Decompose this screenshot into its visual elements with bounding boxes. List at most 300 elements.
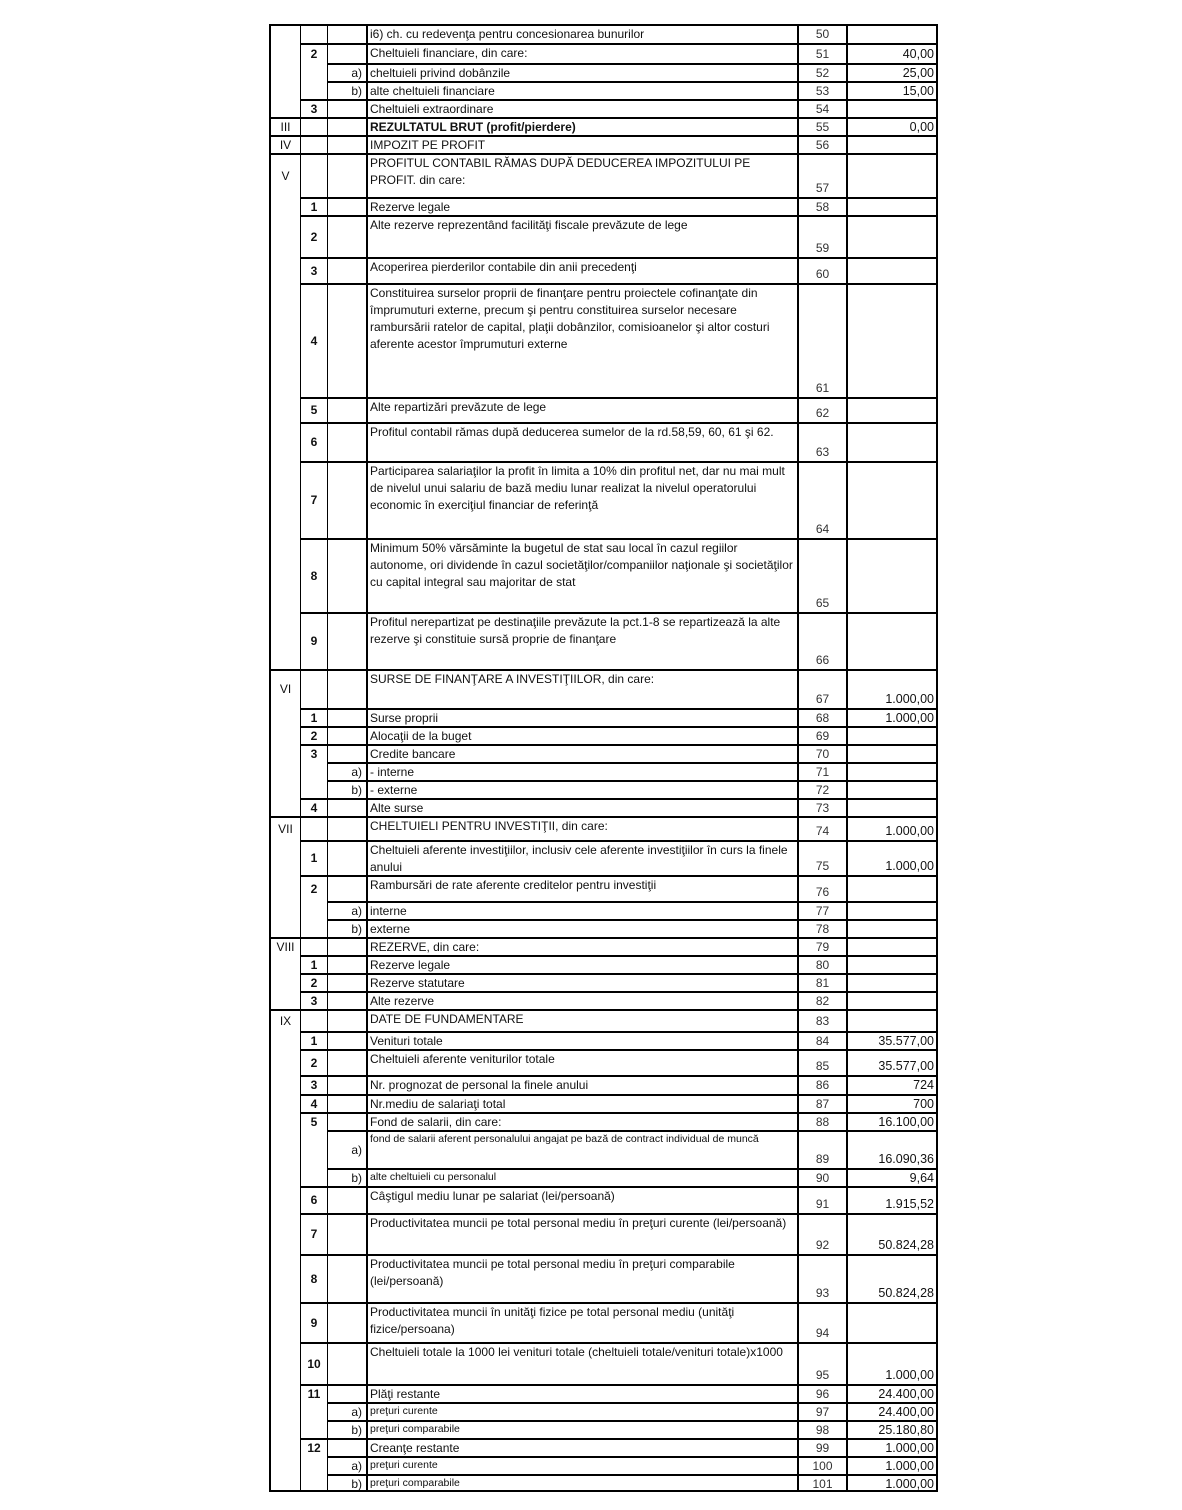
row-number-cell [797,1009,846,1031]
item-number-cell [300,43,327,63]
row-number-cell [797,1112,846,1130]
item-number-cell [300,669,327,708]
sub-letter-cell [327,153,366,197]
value-cell [846,1130,938,1168]
row-number-cell [797,1384,846,1402]
roman-numeral-cell [269,283,300,397]
value-cell [846,63,938,81]
item-number-cell [300,762,327,780]
row-number-cell [797,24,846,43]
row-number-cell-text: 84 [815,1033,830,1048]
roman-numeral-cell [269,919,300,937]
description-cell [366,422,797,461]
item-number-cell [300,283,327,397]
roman-numeral-cell [269,24,300,43]
roman-numeral-cell-text: V [281,168,290,183]
item-number-cell-text: 7 [310,493,318,507]
description-cell [366,875,797,901]
description-cell-text: Alte rezerve [370,994,435,1008]
sub-letter-cell [327,1112,366,1130]
row-number-cell-text: 89 [815,1152,830,1166]
roman-numeral-cell [269,1009,300,1031]
row-number-cell [797,1075,846,1094]
row-number-cell [797,875,846,901]
item-number-cell-text: 3 [310,101,318,116]
value-cell-text: 9,64 [909,1170,934,1185]
roman-numeral-cell [269,901,300,919]
sub-letter-cell [327,1420,366,1438]
item-number-cell-text: 12 [307,1440,321,1455]
item-number-cell [300,99,327,117]
description-cell-text: preţuri comparabile [370,1477,460,1489]
item-number-cell-text: 9 [310,1315,318,1330]
row-number-cell-text: 50 [815,27,830,41]
table-row [269,197,938,215]
value-cell-text: 724 [913,1078,934,1092]
description-cell [366,257,797,283]
item-number-cell [300,1009,327,1031]
value-cell [846,1213,938,1254]
value-cell-text: 1.000,00 [885,859,934,873]
description-cell [366,135,797,153]
item-number-cell [300,612,327,669]
sub-letter-cell-text: a) [351,764,362,779]
value-cell [846,901,938,919]
value-cell-text: 16.090,36 [878,1152,934,1166]
description-cell [366,1009,797,1031]
item-number-cell [300,1186,327,1213]
value-cell [846,1438,938,1456]
item-number-cell [300,257,327,283]
row-number-cell [797,762,846,780]
item-number-cell [300,117,327,135]
description-cell [366,1168,797,1186]
row-number-cell-text: 58 [815,199,830,214]
row-number-cell-text: 68 [815,710,830,725]
value-cell-text: 0,00 [909,119,934,134]
row-number-cell-text: 55 [815,119,830,134]
description-cell-text: preţuri curente [370,1459,438,1471]
value-cell [846,1094,938,1112]
item-number-cell [300,153,327,197]
sub-letter-cell [327,762,366,780]
description-cell [366,816,797,840]
description-cell-text: Cheltuieli aferente investiţiilor, inclusiv cele aferente investiţiilor în curs la finele anului [370,843,788,874]
value-cell [846,215,938,257]
row-number-cell-text: 94 [815,1326,830,1340]
item-number-cell [300,422,327,461]
row-number-cell-text: 85 [815,1059,830,1073]
description-cell-text: Plăţi restante [370,1387,441,1401]
row-number-cell-text: 72 [815,782,830,797]
value-cell-text: 50.824,28 [878,1238,934,1252]
row-number-cell [797,973,846,991]
roman-numeral-cell [269,708,300,726]
item-number-cell-text: 8 [310,1271,318,1286]
table-bottom-border [269,1490,938,1492]
description-cell-text: Participarea salariaţilor la profit în limita a 10% din profitul net, dar nu mai mult de nivelul unui salariu de bază mediu lunar realizat la nivelul operatorului economic în exerciţiul financiar de referinţă [370,464,785,512]
value-cell-text: 50.824,28 [878,1286,934,1300]
row-number-cell [797,43,846,63]
description-cell [366,1302,797,1342]
description-cell-text: PROFITUL CONTABIL RĂMAS DUPĂ DEDUCEREA IMPOZITULUI PE PROFIT. din care: [370,156,751,187]
row-number-cell [797,1168,846,1186]
table-row [269,991,938,1009]
table-row [269,1031,938,1049]
description-cell-text: Rambursări de rate aferente creditelor pentru investiţii [370,878,657,892]
item-number-cell [300,1168,327,1186]
description-cell-text: Cheltuieli totale la 1000 lei venituri totale (cheltuieli totale/venituri totale)x1000 [370,1345,783,1359]
value-cell [846,762,938,780]
row-number-cell-text: 88 [815,1114,830,1129]
description-cell-text: DATE DE FUNDAMENTARE [370,1012,524,1026]
description-cell-text: i6) ch. cu redevenţa pentru concesionarea bunurilor [370,27,645,41]
table-row [269,1186,938,1213]
sub-letter-cell [327,1009,366,1031]
table-row [269,955,938,973]
value-cell [846,538,938,612]
description-cell-text: Venituri totale [370,1034,443,1048]
table-row [269,215,938,257]
row-number-cell [797,397,846,422]
description-cell-text: - externe [370,783,418,797]
description-cell [366,1456,797,1474]
sub-letter-cell [327,422,366,461]
value-cell [846,461,938,538]
description-cell-text: interne [370,904,407,918]
row-number-cell-text: 73 [815,800,830,815]
table-row [269,461,938,538]
item-number-cell [300,1213,327,1254]
row-number-cell-text: 71 [815,764,830,779]
item-number-cell-text: 1 [310,957,318,972]
item-number-cell [300,1094,327,1112]
item-number-cell-text: 4 [310,1096,318,1111]
table-row [269,81,938,99]
description-cell [366,1438,797,1456]
sub-letter-cell [327,840,366,875]
description-cell [366,153,797,197]
row-number-cell [797,1130,846,1168]
item-number-cell-text: 2 [310,1055,318,1070]
description-cell [366,63,797,81]
description-cell-text: Nr. prognozat de personal la finele anului [370,1078,589,1092]
item-number-cell-text: 1 [310,710,318,725]
sub-letter-cell [327,24,366,43]
roman-numeral-cell [269,1384,300,1402]
roman-numeral-cell [269,422,300,461]
sub-letter-cell [327,257,366,283]
description-cell-text: alte cheltuieli cu personalul [370,1171,497,1183]
row-number-cell-text: 95 [815,1368,830,1382]
item-number-cell [300,1031,327,1049]
value-cell [846,1186,938,1213]
roman-numeral-cell [269,1342,300,1384]
table-row [269,1420,938,1438]
table-row [269,816,938,840]
value-cell [846,99,938,117]
row-number-cell-text: 79 [815,939,830,954]
table-row [269,780,938,798]
row-number-cell [797,901,846,919]
value-cell [846,708,938,726]
sub-letter-cell [327,875,366,901]
row-number-cell [797,798,846,816]
sub-letter-cell [327,283,366,397]
description-cell [366,1420,797,1438]
sub-letter-cell [327,1302,366,1342]
roman-numeral-cell [269,1254,300,1302]
row-number-cell [797,669,846,708]
table-row [269,919,938,937]
table-row [269,1130,938,1168]
row-number-cell-text: 66 [815,653,830,667]
row-number-cell [797,840,846,875]
row-number-cell-text: 99 [815,1440,830,1455]
table-row [269,135,938,153]
roman-numeral-cell-text: VI [279,682,292,696]
sub-letter-cell [327,708,366,726]
table-row [269,257,938,283]
item-number-cell [300,901,327,919]
description-cell [366,726,797,744]
row-number-cell-text: 70 [815,746,830,761]
description-cell-text: fond de salarii aferent personalului angajat pe bază de contract individual de muncă [370,1133,759,1145]
row-number-cell [797,461,846,538]
table-row [269,669,938,708]
item-number-cell [300,461,327,538]
item-number-cell [300,937,327,955]
description-cell [366,1213,797,1254]
sub-letter-cell [327,669,366,708]
sub-letter-cell [327,744,366,762]
sub-letter-cell [327,197,366,215]
table-row [269,744,938,762]
value-cell [846,991,938,1009]
sub-letter-cell [327,1094,366,1112]
row-number-cell-text: 60 [815,267,830,281]
item-number-cell-text: 3 [310,263,318,278]
description-cell-text: Cheltuieli extraordinare [370,102,494,116]
item-number-cell [300,81,327,99]
row-number-cell-text: 67 [815,692,830,706]
description-cell [366,919,797,937]
row-number-cell [797,919,846,937]
roman-numeral-cell [269,1031,300,1049]
table-row [269,99,938,117]
row-number-cell [797,99,846,117]
value-cell [846,1112,938,1130]
item-number-cell-text: 6 [310,435,318,449]
row-number-cell-text: 57 [815,181,830,195]
description-cell-text: Constituirea surselor proprii de finanţare pentru proiectele cofinanţate din împrumuturi externe, precum şi pentru constituirea surselor necesare rambursării ratelor de capital, plaţii dobânzilor, comisioanelor şi altor costuri aferente acestor împrumuturi externe [370,286,770,351]
description-cell [366,1112,797,1130]
description-cell [366,43,797,63]
description-cell-text: Nr.mediu de salariaţi total [370,1097,506,1111]
item-number-cell-text: 8 [310,568,318,583]
item-number-cell-text: 2 [310,728,318,743]
description-cell [366,762,797,780]
description-cell [366,744,797,762]
table-row [269,1438,938,1456]
row-number-cell-text: 53 [815,83,830,98]
row-number-cell [797,1342,846,1384]
row-number-cell-text: 97 [815,1404,830,1419]
row-number-cell-text: 80 [815,957,830,972]
roman-numeral-cell [269,1075,300,1094]
table-row [269,397,938,422]
roman-numeral-cell [269,63,300,81]
row-number-cell [797,153,846,197]
value-cell [846,1402,938,1420]
item-number-cell [300,1302,327,1342]
description-cell [366,840,797,875]
item-number-cell [300,816,327,840]
row-number-cell [797,1049,846,1075]
row-number-cell-text: 90 [815,1170,830,1185]
description-cell-text: REZERVE, din care: [370,940,480,954]
sub-letter-cell [327,1213,366,1254]
value-cell-text: 24.400,00 [878,1386,934,1401]
row-number-cell-text: 76 [815,885,830,899]
item-number-cell-text: 5 [310,403,318,417]
description-cell-text: Rezerve legale [370,958,451,972]
description-cell-text: Alte surse [370,801,424,815]
item-number-cell-text: 3 [310,1078,318,1092]
row-number-cell-text: 92 [815,1238,830,1252]
item-number-cell [300,1456,327,1474]
table-row [269,43,938,63]
description-cell-text: Cheltuieli aferente veniturilor totale [370,1052,555,1066]
description-cell [366,1130,797,1168]
row-number-cell-text: 75 [815,859,830,873]
row-number-cell [797,135,846,153]
row-number-cell [797,1254,846,1302]
row-number-cell-text: 96 [815,1386,830,1401]
item-number-cell-text: 4 [310,800,318,815]
description-cell-text: - interne [370,765,415,779]
row-number-cell [797,1031,846,1049]
description-cell [366,1186,797,1213]
item-number-cell [300,875,327,901]
roman-numeral-cell [269,1112,300,1130]
value-cell [846,43,938,63]
sub-letter-cell [327,1456,366,1474]
description-cell [366,99,797,117]
value-cell-text: 35.577,00 [878,1059,934,1073]
sub-letter-cell [327,816,366,840]
value-cell [846,798,938,816]
roman-numeral-cell [269,840,300,875]
value-cell-text: 1.000,00 [885,1476,934,1491]
item-number-cell [300,798,327,816]
sub-letter-cell [327,135,366,153]
sub-letter-cell [327,937,366,955]
value-cell [846,81,938,99]
value-cell-text: 24.400,00 [878,1404,934,1419]
description-cell-text: Alte repartizări prevăzute de lege [370,400,547,414]
value-cell [846,397,938,422]
description-cell [366,1031,797,1049]
roman-numeral-cell [269,1438,300,1456]
item-number-cell [300,1420,327,1438]
table-row [269,612,938,669]
description-cell [366,955,797,973]
value-cell-text: 700 [913,1096,934,1111]
description-cell-text: alte cheltuieli financiare [370,84,495,98]
sub-letter-cell [327,99,366,117]
row-number-cell-text: 100 [812,1458,833,1473]
row-number-cell [797,816,846,840]
description-cell-text: Alte rezerve reprezentând facilităţi fiscale prevăzute de lege [370,218,688,232]
item-number-cell [300,1130,327,1168]
sub-letter-cell [327,780,366,798]
table-row [269,153,938,197]
value-cell [846,117,938,135]
sub-letter-cell [327,1342,366,1384]
value-cell [846,197,938,215]
description-cell-text: externe [370,922,411,936]
item-number-cell-text: 5 [310,1114,318,1129]
roman-numeral-cell [269,43,300,63]
value-cell [846,1420,938,1438]
item-number-cell [300,24,327,43]
item-number-cell-text: 6 [310,1193,318,1207]
roman-numeral-cell [269,726,300,744]
value-cell [846,1302,938,1342]
description-cell [366,1384,797,1402]
row-number-cell-text: 62 [815,406,830,420]
roman-numeral-cell [269,612,300,669]
row-number-cell-text: 63 [815,445,830,459]
value-cell [846,1009,938,1031]
value-cell [846,875,938,901]
roman-numeral-cell [269,135,300,153]
description-cell [366,117,797,135]
table-row [269,798,938,816]
sub-letter-cell-text: b) [351,782,362,797]
row-number-cell [797,81,846,99]
value-cell [846,973,938,991]
description-cell-text: IMPOZIT PE PROFIT [370,138,486,152]
description-cell-text: Profitul contabil rămas după deducerea sumelor de la rd.58,59, 60, 61 şi 62. [370,425,774,439]
value-cell-text: 25.180,80 [878,1422,934,1437]
row-number-cell-text: 83 [815,1013,830,1028]
row-number-cell-text: 86 [815,1078,830,1092]
description-cell-text: Fond de salarii, din care: [370,1115,502,1129]
row-number-cell-text: 101 [812,1476,833,1491]
description-cell-text: preţuri comparabile [370,1423,460,1435]
value-cell [846,1456,938,1474]
roman-numeral-cell [269,81,300,99]
roman-numeral-cell-text: IX [279,1013,292,1028]
row-number-cell [797,1438,846,1456]
sub-letter-cell [327,43,366,63]
row-number-cell [797,1420,846,1438]
sub-letter-cell-text: a) [351,1404,362,1419]
sub-letter-cell [327,612,366,669]
roman-numeral-cell [269,461,300,538]
item-number-cell [300,1049,327,1075]
item-number-cell [300,955,327,973]
description-cell [366,937,797,955]
item-number-cell [300,1075,327,1094]
item-number-cell-text: 2 [310,229,318,244]
description-cell-text: CHELTUIELI PENTRU INVESTIŢII, din care: [370,819,608,833]
table-row [269,63,938,81]
sub-letter-cell [327,1075,366,1094]
value-cell [846,1168,938,1186]
